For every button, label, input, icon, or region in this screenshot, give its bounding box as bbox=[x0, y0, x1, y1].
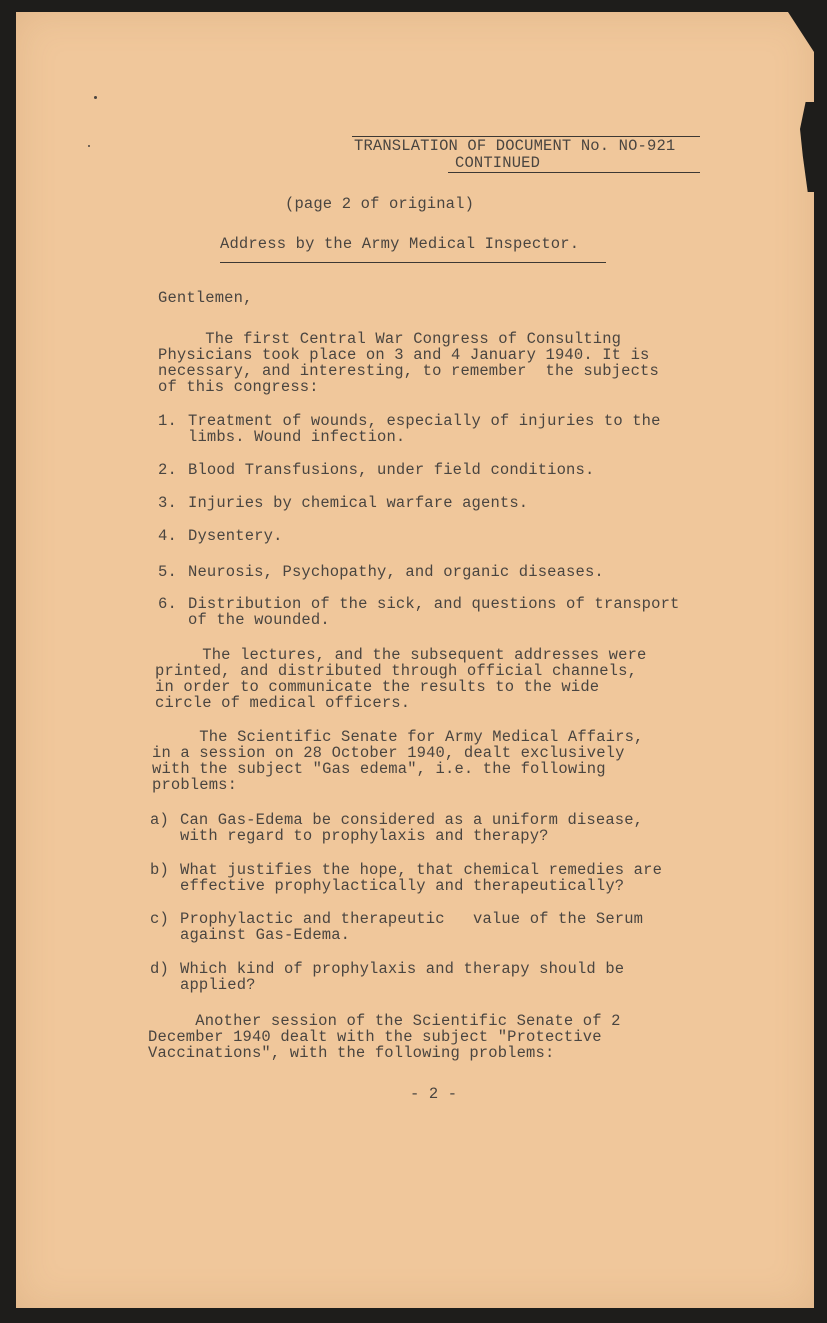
paragraph-line: Vaccinations", with the following problems: bbox=[148, 1044, 555, 1062]
list-text: What justifies the hope, that chemical remedies are bbox=[180, 861, 663, 879]
paragraph-line: of this congress: bbox=[158, 378, 319, 396]
list-text: Injuries by chemical warfare agents. bbox=[188, 494, 529, 512]
list-number: 5. bbox=[158, 563, 177, 581]
list-text: Which kind of prophylaxis and therapy should be bbox=[180, 960, 625, 978]
paragraph-line: with the subject "Gas edema", i.e. the following bbox=[152, 760, 606, 778]
list-letter: a) bbox=[150, 811, 169, 829]
list-text: limbs. Wound infection. bbox=[188, 428, 406, 446]
paragraph-line: in order to communicate the results to the wide bbox=[155, 678, 600, 696]
list-text: with regard to prophylaxis and therapy? bbox=[180, 827, 549, 845]
paper-speck bbox=[94, 96, 97, 99]
paragraph-line: problems: bbox=[152, 776, 238, 794]
paragraph-line: Physicians took place on 3 and 4 January 1940. It is bbox=[158, 346, 650, 364]
list-text: against Gas-Edema. bbox=[180, 926, 351, 944]
list-text: of the wounded. bbox=[188, 611, 330, 629]
list-number: 2. bbox=[158, 461, 177, 479]
list-number: 3. bbox=[158, 494, 177, 512]
page-reference: (page 2 of original) bbox=[285, 195, 475, 213]
list-text: Treatment of wounds, especially of injuries to the bbox=[188, 412, 661, 430]
paragraph-line: circle of medical officers. bbox=[155, 694, 411, 712]
header-line-1: TRANSLATION OF DOCUMENT No. NO-921 bbox=[354, 137, 676, 155]
paragraph-line: printed, and distributed through official channels, bbox=[155, 662, 638, 680]
header-line-2: CONTINUED bbox=[455, 154, 541, 172]
list-text: Neurosis, Psychopathy, and organic diseases. bbox=[188, 563, 604, 581]
list-text: Blood Transfusions, under field conditions. bbox=[188, 461, 595, 479]
torn-corner bbox=[788, 12, 814, 52]
list-letter: b) bbox=[150, 861, 169, 879]
paragraph-line: The Scientific Senate for Army Medical Affairs, bbox=[152, 728, 644, 746]
list-text: applied? bbox=[180, 976, 256, 994]
salutation: Gentlemen, bbox=[158, 289, 253, 307]
page-title: Address by the Army Medical Inspector. bbox=[220, 235, 580, 253]
title-underline bbox=[220, 262, 606, 263]
list-number: 6. bbox=[158, 595, 177, 613]
paragraph-line: Another session of the Scientific Senate of 2 bbox=[148, 1012, 621, 1030]
paragraph-line: in a session on 28 October 1940, dealt exclusively bbox=[152, 744, 625, 762]
header-bottom-rule bbox=[448, 172, 700, 173]
list-letter: d) bbox=[150, 960, 169, 978]
list-text: Distribution of the sick, and questions of transport bbox=[188, 595, 680, 613]
paragraph-line: December 1940 dealt with the subject "Protective bbox=[148, 1028, 602, 1046]
paragraph-line: The first Central War Congress of Consulting bbox=[158, 330, 622, 348]
list-text: Dysentery. bbox=[188, 527, 283, 545]
paper-speck bbox=[88, 145, 90, 147]
list-text: Prophylactic and therapeutic value of the Serum bbox=[180, 910, 644, 928]
torn-edge bbox=[800, 102, 814, 192]
list-letter: c) bbox=[150, 910, 169, 928]
paragraph-line: The lectures, and the subsequent addresses were bbox=[155, 646, 647, 664]
list-number: 4. bbox=[158, 527, 177, 545]
list-number: 1. bbox=[158, 412, 177, 430]
page-number: - 2 - bbox=[410, 1085, 458, 1103]
list-text: Can Gas-Edema be considered as a uniform disease, bbox=[180, 811, 644, 829]
list-text: effective prophylactically and therapeutically? bbox=[180, 877, 625, 895]
paragraph-line: necessary, and interesting, to remember the subjects bbox=[158, 362, 659, 380]
